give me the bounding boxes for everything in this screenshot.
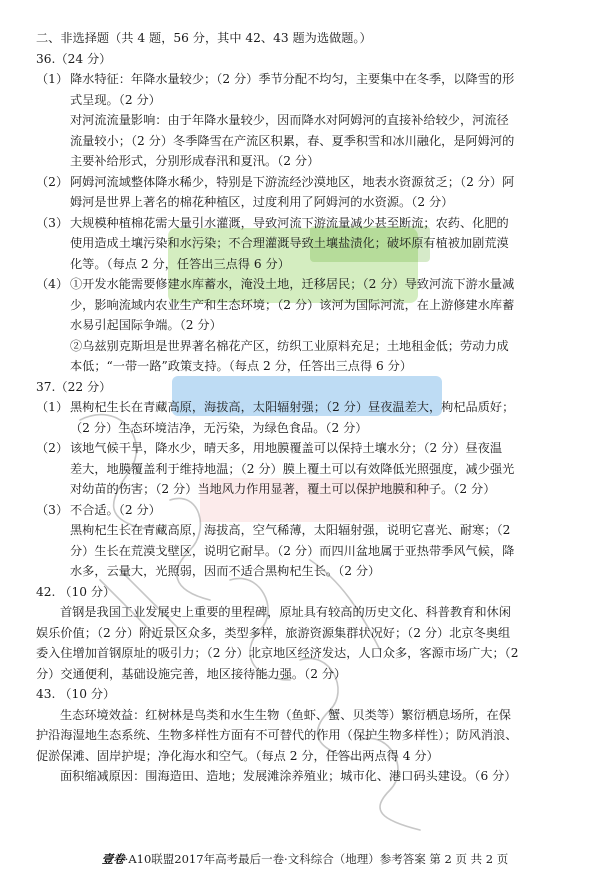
q37-p1-line: （2 分）生态环境洁净，无污染，为绿色食品。（2 分） xyxy=(70,420,368,435)
answer-content xyxy=(36,28,590,787)
q37-part2-number: （2） xyxy=(36,441,69,455)
q36-part1-number: （1） xyxy=(36,72,69,86)
q42-heading: 42. （10 分） xyxy=(36,584,116,599)
q36-part2 xyxy=(36,172,590,213)
q36-p1-line: 主要补给形式，分别形成春汛和夏汛。（2 分） xyxy=(70,154,320,168)
q36-p1-line: 对河流流量影响：由于年降水量较少，因而降水对阿姆河的直接补给较少，河流径 xyxy=(70,113,509,127)
q36-part1 xyxy=(36,69,590,172)
q43-line: 护沿海湿地生态系统、生物多样性方面有不可替代的作用（保护生物多样性）；防风消浪、 xyxy=(36,728,518,742)
q43-line: 生态环境效益：红树林是鸟类和水生生物（鱼虾、蟹、贝类等）繁衍栖息场所，在保 xyxy=(60,707,511,722)
q37-part1 xyxy=(36,397,590,438)
page-footer xyxy=(0,851,610,867)
q37-p1-line: 黑枸杞生长在青藏高原，海拔高，太阳辐射强；（2 分）昼夜温差大，枸杞品质好； xyxy=(70,400,515,414)
q37-part3 xyxy=(36,500,590,582)
q36-part3-number: （3） xyxy=(36,215,69,230)
q43-heading: 43. （10 分） xyxy=(36,687,116,701)
q36-part4 xyxy=(36,274,590,377)
q37-p3-line: 水多，云量大，光照弱，因而不适合黑枸杞生长。（2 分） xyxy=(70,564,381,578)
section-title: 二、非选择题（共 4 题，56 分，其中 42、43 题为选做题。） xyxy=(36,31,372,45)
q37-p3-line: 不合适。（2 分） xyxy=(70,502,161,517)
q36-p4-line: 本低；“一带一路”政策支持。（每点 2 分，任答出三点得 6 分） xyxy=(70,359,413,373)
q37-p2-line: 该地气候干旱，降水少，晴天多，用地膜覆盖可以保持土壤水分；（2 分）昼夜温 xyxy=(70,441,503,455)
q36-p4-line: 水易引起国际争端。（2 分） xyxy=(70,318,222,332)
q36-p4-line: ①开发水能需要修建水库蓄水，淹没土地，迁移居民；（2 分）导致河流下游水量减 xyxy=(70,277,515,291)
q37-p3-line: 分）生长在荒漠戈壁区，说明它耐旱。（2 分）而四川盆地属于亚热带季风气候，降 xyxy=(70,543,515,558)
q37-p3-line: 黑枸杞生长在青藏高原，海拔高，空气稀薄，太阳辐射强，说明它喜光、耐寒；（2 xyxy=(70,523,511,537)
q37-p2-line: 对幼苗的伤害；（2 分）当地风力作用显著，覆土可以保护地膜和种子。（2 分） xyxy=(70,482,496,496)
q36-p4-line: 少，影响流域内农业生产和生态环境；（2 分）该河为国际河流，在上游修建水库蓄 xyxy=(70,297,515,312)
q37-part1-number: （1） xyxy=(36,400,69,414)
q36-p1-line: 式呈现。（2 分） xyxy=(70,92,161,107)
q36-p1-line: 流量较小；（2 分）冬季降雪在产流区积累，春、夏季积雪和冰川融化，是阿姆河的 xyxy=(70,133,515,148)
q36-heading: 36.（24 分） xyxy=(36,51,112,66)
footer-logo: 壹卷 xyxy=(101,852,125,866)
q36-p2-line: 姆河是世界上著名的棉花种植区，过度利用了阿姆河的水资源。（2 分） xyxy=(70,195,454,209)
q36-part2-number: （2） xyxy=(36,174,69,189)
q36-part3 xyxy=(36,213,590,275)
q36-p3-line: 化等。（每点 2 分，任答出三点得 6 分） xyxy=(70,256,290,271)
q36-p1-line: 降水特征：年降水量较少；（2 分）季节分配不均匀，主要集中在冬季，以降雪的形 xyxy=(70,72,515,86)
q36-p4-line: ②乌兹别克斯坦是世界著名棉花产区，纺织工业原料充足；土地租金低；劳动力成 xyxy=(70,338,509,353)
q37-part3-number: （3） xyxy=(36,502,69,517)
q42-line: 娱乐价值；（2 分）附近景区众多，类型多样，旅游资源集群状况好；（2 分）北京冬奥组 xyxy=(36,625,511,640)
q36-part4-number: （4） xyxy=(36,277,69,291)
q42-line: 委入住增加首钢原址的吸引力；（2 分）北京地区经济发达，人口众多，客源市场广大；（2 xyxy=(36,646,519,660)
q36-p2-line: 阿姆河流域整体降水稀少，特别是下游流经沙漠地区，地表水资源贫乏；（2 分）阿 xyxy=(70,174,515,189)
q37-heading: 37.（22 分） xyxy=(36,379,112,394)
q42-line: 分）交通便利，基础设施完善，地区接待能力强。（2 分） xyxy=(36,666,347,681)
q37-p2-line: 差大，地膜覆盖利于维持地温；（2 分）膜上覆土可以有效降低光照强度，减少强光 xyxy=(70,461,515,476)
q43-line: 促淤保滩、固岸护堤；净化海水和空气。（每点 2 分，任答出两点得 4 分） xyxy=(36,748,439,763)
footer-text: ·A10联盟2017年高考最后一卷·文科综合（地理）参考答案 第 2 页 共 2 页 xyxy=(124,852,509,866)
q37-part2 xyxy=(36,438,590,500)
q43-line: 面积缩减原因：围海造田、造地；发展滩涂养殖业；城市化、港口码头建设。（6 分） xyxy=(60,769,517,783)
q36-p3-line: 大规模种植棉花需大量引水灌溉，导致河流下游流量减少甚至断流；农药、化肥的 xyxy=(70,215,509,230)
q36-p3-line: 使用造成土壤污染和水污染；不合理灌溉导致土壤盐渍化；破坏原有植被加剧荒漠 xyxy=(70,236,509,250)
q42-line: 首钢是我国工业发展史上重要的里程碑，原址具有较高的历史文化、科普教育和休闲 xyxy=(60,605,511,619)
